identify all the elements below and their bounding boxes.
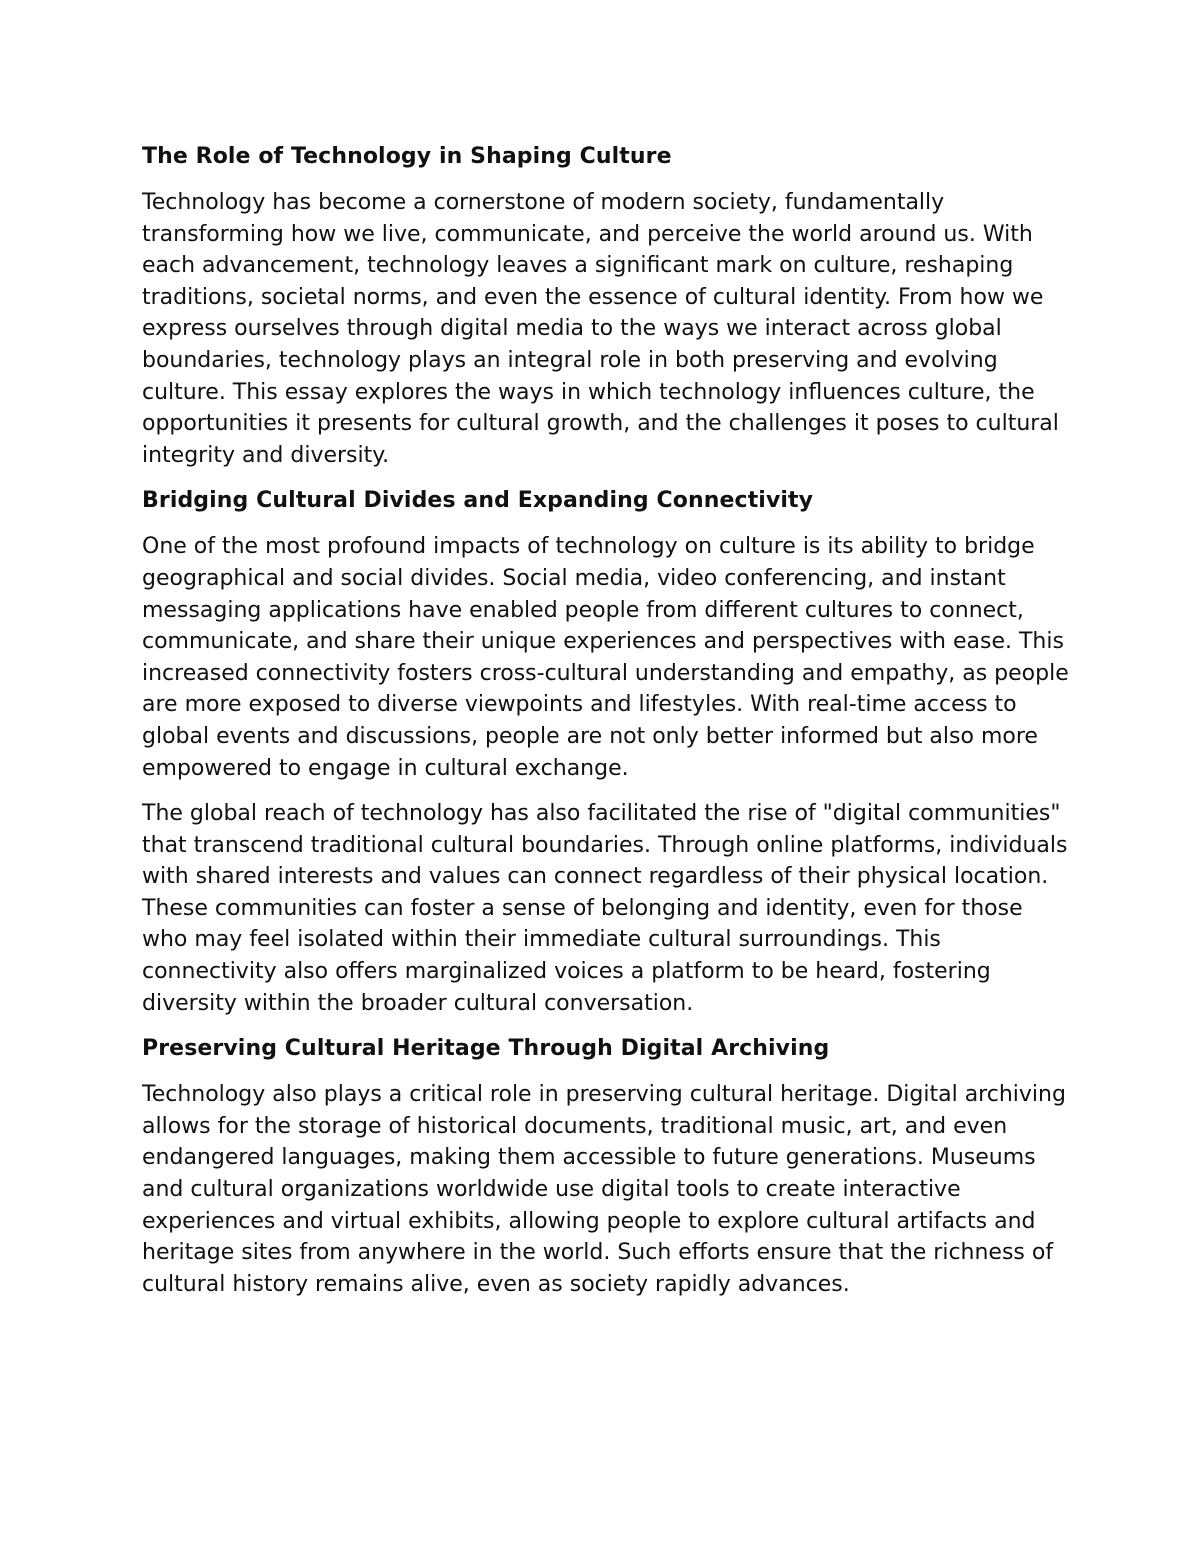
section-heading-bridging: Bridging Cultural Divides and Expanding Connectivity [142,488,814,514]
intro-paragraph: Technology has become a cornerstone of modern society, fundamentally transforming how we live, communicate, and perceive the world around us. With each advancement, technology leaves a significant mark on culture, reshaping traditions, societal norms, and even the essence of cultural identity. From how we express ourselves through digital media to the ways we interact across global boundaries, technology plays an integral role in both preserving and evolving culture. This essay explores the ways in which technology influences culture, the opportunities it presents for cultural growth, and the challenges it poses to cultural integrity and diversity. [142,190,1059,468]
section-paragraph: The global reach of technology has also facilitated the rise of "digital communities" that transcend traditional cultural boundaries. Through online platforms, individuals with shared interests and values can connect regardless of their physical location. These communities can foster a sense of belonging and identity, even for those who may feel isolated within their immediate cultural surroundings. This connectivity also offers marginalized voices a platform to be heard, fostering diversity within the broader cultural conversation. [142,801,1068,1016]
section-heading-preserving: Preserving Cultural Heritage Through Digital Archiving [142,1036,830,1062]
document-title: The Role of Technology in Shaping Culture [142,144,672,169]
document-page [142,138,1072,1314]
section-paragraph: One of the most profound impacts of technology on culture is its ability to bridge geographical and social divides. Social media, video conferencing, and instant messaging applications have enabled people from different cultures to connect, communicate, and share their unique experiences and perspectives with ease. This increased connectivity fosters cross-cultural understanding and empathy, as people are more exposed to diverse viewpoints and lifestyles. With real-time access to global events and discussions, people are not only better informed but also more empowered to engage in cultural exchange. [142,534,1069,781]
section-paragraph: Technology also plays a critical role in preserving cultural heritage. Digital archiving allows for the storage of historical documents, traditional music, art, and even endangered languages, making them accessible to future generations. Museums and cultural organizations worldwide use digital tools to create interactive experiences and virtual exhibits, allowing people to explore cultural artifacts and heritage sites from anywhere in the world. Such efforts ensure that the richness of cultural history remains alive, even as society rapidly advances. [142,1082,1066,1297]
